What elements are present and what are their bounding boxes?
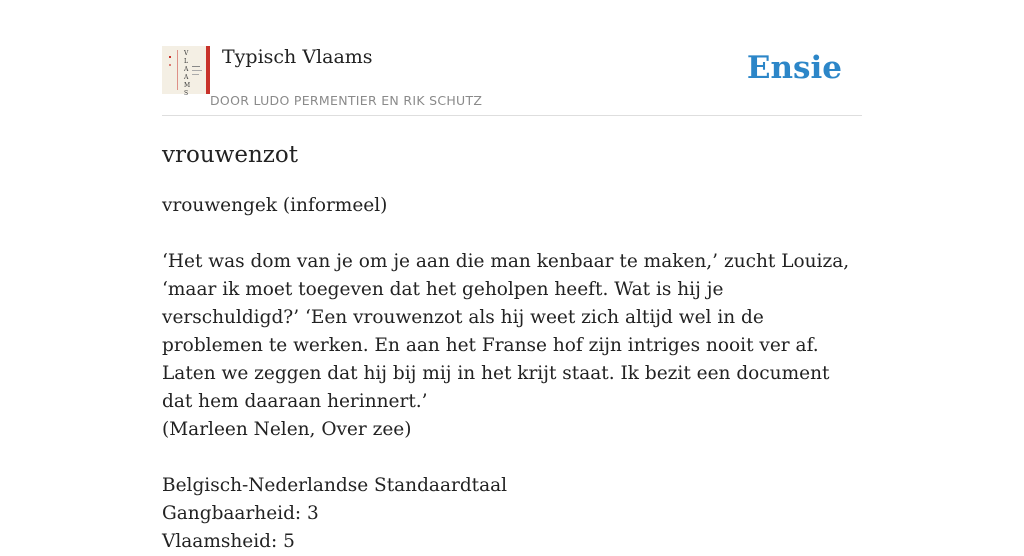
spacer bbox=[162, 444, 862, 472]
quote-source: (Marleen Nelen, Over zee) bbox=[162, 419, 412, 440]
headword: vrouwenzot bbox=[162, 142, 298, 168]
ensie-logo-link[interactable]: Ensie bbox=[746, 50, 842, 86]
definition: vrouwengek (informeel) bbox=[162, 195, 388, 216]
logo-letter-3: A bbox=[184, 66, 189, 73]
entry-body bbox=[162, 192, 862, 556]
logo-letter-1: V bbox=[184, 50, 189, 57]
logo-letter-2: L bbox=[184, 58, 188, 65]
book-title[interactable]: Typisch Vlaams bbox=[222, 46, 373, 68]
language-register: Belgisch-Nederlandse Standaardtaal bbox=[162, 475, 508, 496]
book-authors: DOOR LUDO PERMENTIER EN RIK SCHUTZ bbox=[210, 93, 483, 108]
book-cover-icon bbox=[162, 46, 210, 97]
logo-letter-4: A bbox=[184, 74, 189, 81]
book-cover-logo[interactable] bbox=[162, 46, 210, 97]
example-quote: ‘Het was dom van je om je aan die man kenbaar te maken,’ zucht Louiza, ‘maar ik moet toegeven dat het geholpen heeft. Wat is hij je verschuldigd?’ ‘Een vrouwenzot als hij weet zich altijd wel in de problemen te werken. En aan het Franse hof zijn intriges nooit ver af. Laten we zeggen dat hij bij mij in het krijt staat. Ik bezit een document dat hem daaraan herinnert.’ bbox=[162, 251, 850, 412]
flemishness-rating: Vlaamsheid: 5 bbox=[162, 531, 295, 552]
logo-letter-6: S bbox=[184, 90, 189, 97]
spacer bbox=[162, 220, 862, 248]
frequency-rating: Gangbaarheid: 3 bbox=[162, 503, 319, 524]
header bbox=[162, 46, 862, 116]
logo-letter-5: M bbox=[184, 82, 191, 89]
dictionary-entry bbox=[162, 138, 862, 556]
